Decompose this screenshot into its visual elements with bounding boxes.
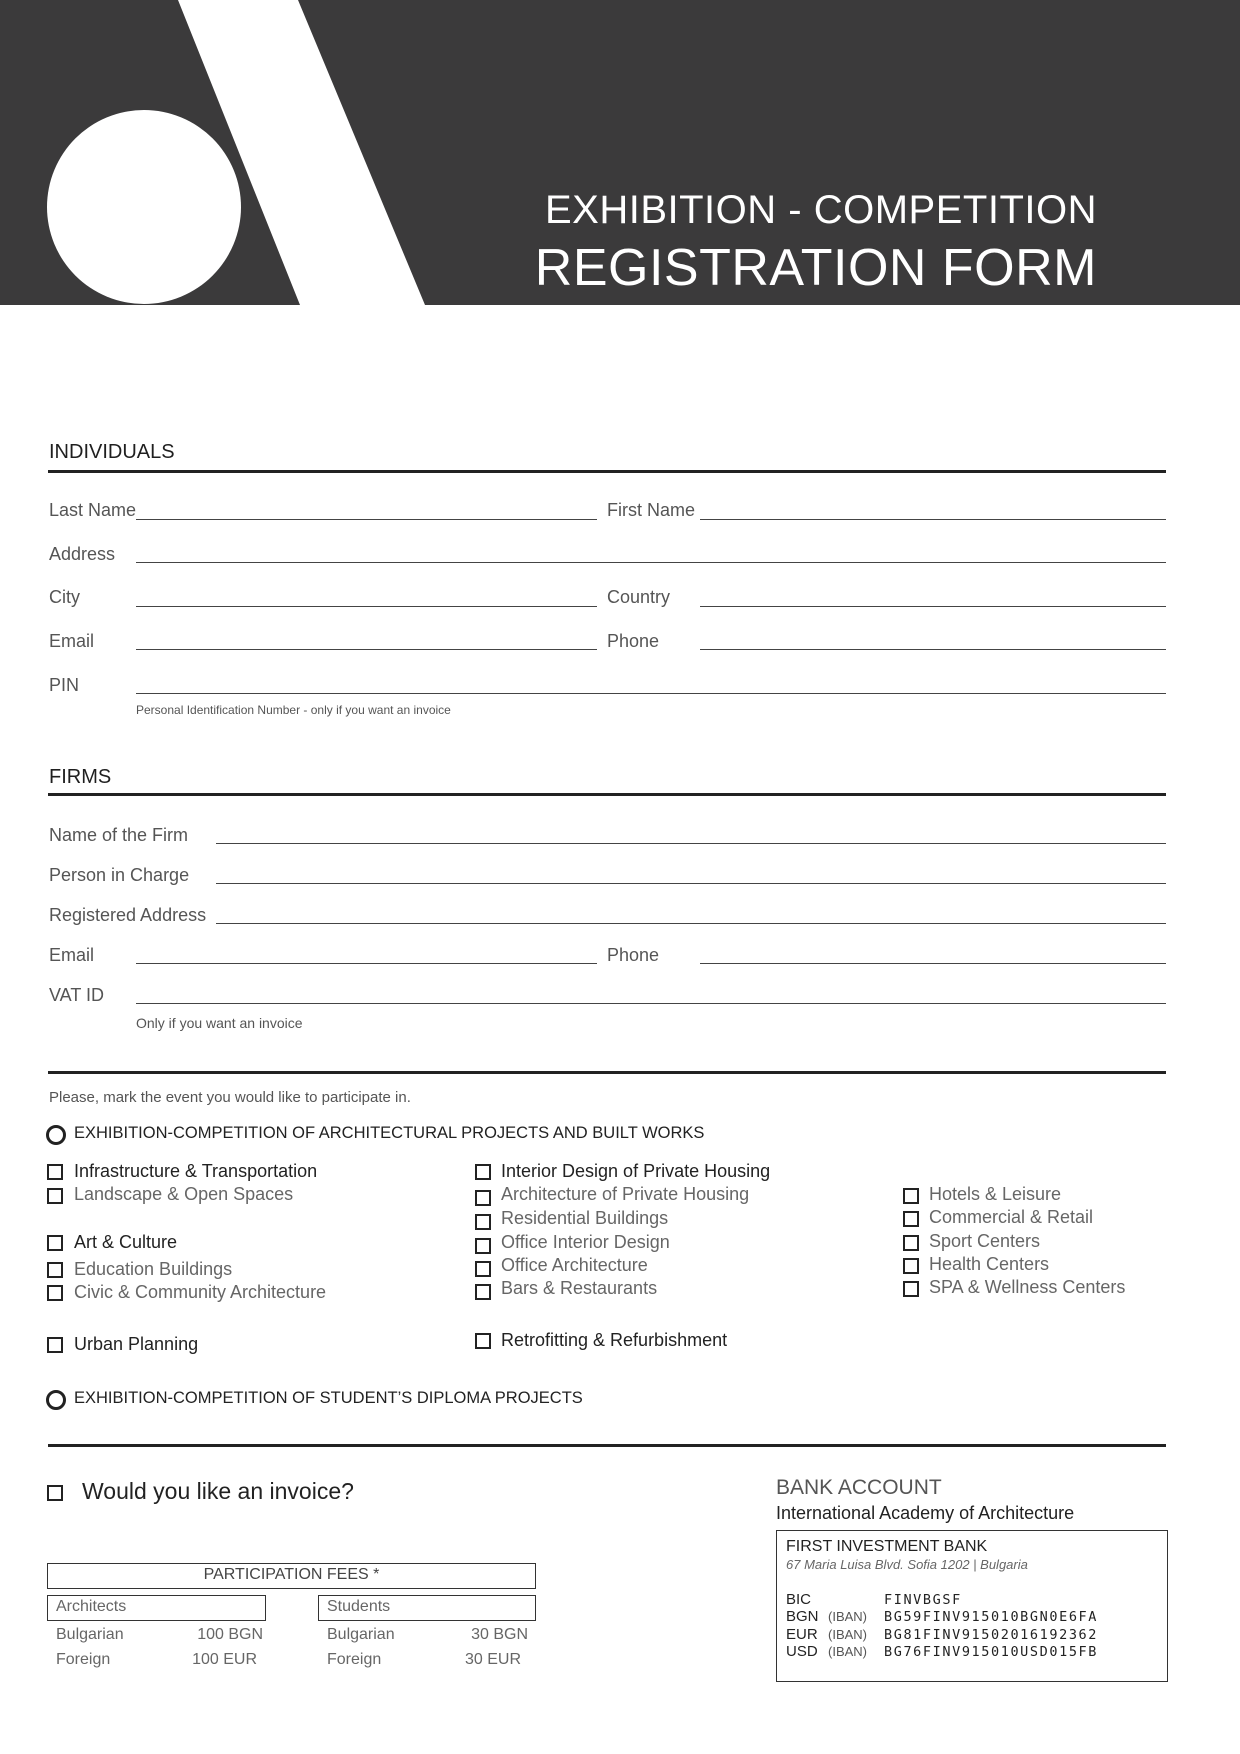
firm-name-field[interactable] [216, 843, 1166, 844]
country-field[interactable] [700, 606, 1166, 607]
event1-label: EXHIBITION-COMPETITION OF ARCHITECTURAL PROJECTS AND BUILT WORKS [74, 1124, 705, 1142]
category-checkbox[interactable] [903, 1235, 919, 1251]
pin-label: PIN [49, 675, 80, 695]
fee-row-amount: 30 EUR [464, 1651, 521, 1668]
bic-label: BIC [786, 1591, 812, 1608]
vat-id-label: VAT ID [49, 985, 105, 1005]
form-title-line2: REGISTRATION FORM [534, 239, 1097, 297]
invoice-checkbox[interactable] [47, 1485, 63, 1501]
phone-label: Phone [607, 631, 660, 651]
account-type: (IBAN) [828, 1627, 867, 1642]
vat-id-field[interactable] [136, 1003, 1166, 1004]
category-label: Office Interior Design [501, 1232, 670, 1252]
category-label: Infrastructure & Transportation [74, 1161, 318, 1181]
firm-phone-field[interactable] [700, 963, 1166, 964]
category-checkbox[interactable] [47, 1164, 63, 1180]
category-label: SPA & Wellness Centers [929, 1277, 1126, 1297]
event2-radio[interactable] [46, 1390, 66, 1410]
email-field[interactable] [136, 649, 597, 650]
account-type: (IBAN) [828, 1609, 867, 1624]
account-type: (IBAN) [828, 1644, 867, 1659]
vat-hint: Only if you want an invoice [136, 1015, 303, 1031]
category-label: Commercial & Retail [929, 1207, 1094, 1227]
bank-name: FIRST INVESTMENT BANK [786, 1538, 988, 1555]
first-name-field[interactable] [700, 519, 1166, 520]
invoice-divider [48, 1444, 1166, 1447]
fee-row-amount: 30 BGN [471, 1626, 528, 1643]
firms-section-title: FIRMS [49, 766, 112, 788]
individuals-divider [48, 470, 1166, 473]
fees-title: PARTICIPATION FEES * [203, 1566, 380, 1583]
students-header: Students [327, 1598, 391, 1615]
event2-label: EXHIBITION-COMPETITION OF STUDENT’S DIPLOMA PROJECTS [74, 1389, 583, 1407]
fee-row-amount: 100 BGN [197, 1626, 263, 1643]
firm-name-label: Name of the Firm [49, 825, 189, 845]
category-checkbox[interactable] [47, 1235, 63, 1251]
address-field[interactable] [136, 562, 1166, 563]
category-label: Office Architecture [501, 1255, 648, 1275]
account-iban: BG76FINV915010USD015FB [884, 1644, 1099, 1660]
bic-value: FINVBGSF [884, 1592, 962, 1608]
category-checkbox[interactable] [903, 1258, 919, 1274]
category-label: Sport Centers [929, 1231, 1041, 1251]
pin-field[interactable] [136, 693, 1166, 694]
first-name-label: First Name [607, 500, 696, 520]
registered-address-field[interactable] [216, 923, 1166, 924]
registered-address-label: Registered Address [49, 905, 207, 925]
events-instruction: Please, mark the event you would like to participate in. [49, 1089, 411, 1106]
last-name-label: Last Name [49, 500, 137, 520]
category-label: Bars & Restaurants [501, 1278, 658, 1298]
address-label: Address [49, 544, 116, 564]
category-checkbox[interactable] [475, 1261, 491, 1277]
events-divider [48, 1071, 1166, 1074]
account-iban: BG81FINV91502016192362 [884, 1627, 1099, 1643]
email-label: Email [49, 631, 95, 651]
category-label: Civic & Community Architecture [74, 1282, 327, 1302]
pin-hint: Personal Identification Number - only if you want an invoice [136, 703, 451, 717]
phone-field[interactable] [700, 649, 1166, 650]
account-currency: USD [786, 1643, 818, 1660]
account-currency: BGN [786, 1608, 819, 1625]
category-label: Art & Culture [74, 1232, 178, 1252]
category-checkbox[interactable] [903, 1281, 919, 1297]
logo-circle [47, 110, 241, 304]
category-checkbox[interactable] [903, 1188, 919, 1204]
account-currency: EUR [786, 1626, 818, 1643]
category-label: Residential Buildings [501, 1208, 669, 1228]
event1-radio[interactable] [46, 1125, 66, 1145]
category-checkbox[interactable] [47, 1285, 63, 1301]
category-checkbox[interactable] [475, 1214, 491, 1230]
person-in-charge-field[interactable] [216, 883, 1166, 884]
category-label: Landscape & Open Spaces [74, 1184, 294, 1204]
category-label: Interior Design of Private Housing [501, 1161, 771, 1181]
fee-row-label: Foreign [327, 1651, 382, 1668]
form-title-line1: EXHIBITION - COMPETITION [544, 188, 1097, 232]
fee-row-label: Bulgarian [327, 1626, 395, 1643]
category-label: Urban Planning [74, 1334, 199, 1354]
city-field[interactable] [136, 606, 597, 607]
person-in-charge-label: Person in Charge [49, 865, 190, 885]
category-label: Education Buildings [74, 1259, 233, 1279]
invoice-question: Would you like an invoice? [82, 1478, 354, 1504]
category-label: Architecture of Private Housing [501, 1184, 750, 1204]
last-name-field[interactable] [136, 519, 597, 520]
header-band [0, 0, 1240, 305]
category-checkbox[interactable] [475, 1333, 491, 1349]
category-label: Retrofitting & Refurbishment [501, 1330, 728, 1350]
architects-header: Architects [56, 1598, 127, 1615]
category-checkbox[interactable] [47, 1188, 63, 1204]
account-iban: BG59FINV915010BGN0E6FA [884, 1609, 1099, 1625]
fee-row-label: Bulgarian [56, 1626, 124, 1643]
firms-divider [48, 793, 1166, 796]
category-checkbox[interactable] [475, 1190, 491, 1206]
category-checkbox[interactable] [903, 1211, 919, 1227]
category-checkbox[interactable] [475, 1164, 491, 1180]
individuals-section-title: INDIVIDUALS [49, 441, 175, 463]
bank-account-holder: International Academy of Architecture [776, 1503, 1075, 1523]
category-label: Hotels & Leisure [929, 1184, 1062, 1204]
bank-address: 67 Maria Luisa Blvd. Sofia 1202 | Bulgaria [786, 1557, 1028, 1572]
category-checkbox[interactable] [47, 1337, 63, 1353]
firm-email-field[interactable] [136, 963, 597, 964]
bank-account-title: BANK ACCOUNT [776, 1476, 942, 1499]
firm-phone-label: Phone [607, 945, 660, 965]
fee-row-amount: 100 EUR [192, 1651, 257, 1668]
city-label: City [49, 587, 80, 607]
category-checkbox[interactable] [475, 1238, 491, 1254]
category-checkbox[interactable] [47, 1262, 63, 1278]
category-checkbox[interactable] [475, 1284, 491, 1300]
fee-row-label: Foreign [56, 1651, 111, 1668]
firm-email-label: Email [49, 945, 95, 965]
country-label: Country [607, 587, 671, 607]
category-label: Health Centers [929, 1254, 1050, 1274]
